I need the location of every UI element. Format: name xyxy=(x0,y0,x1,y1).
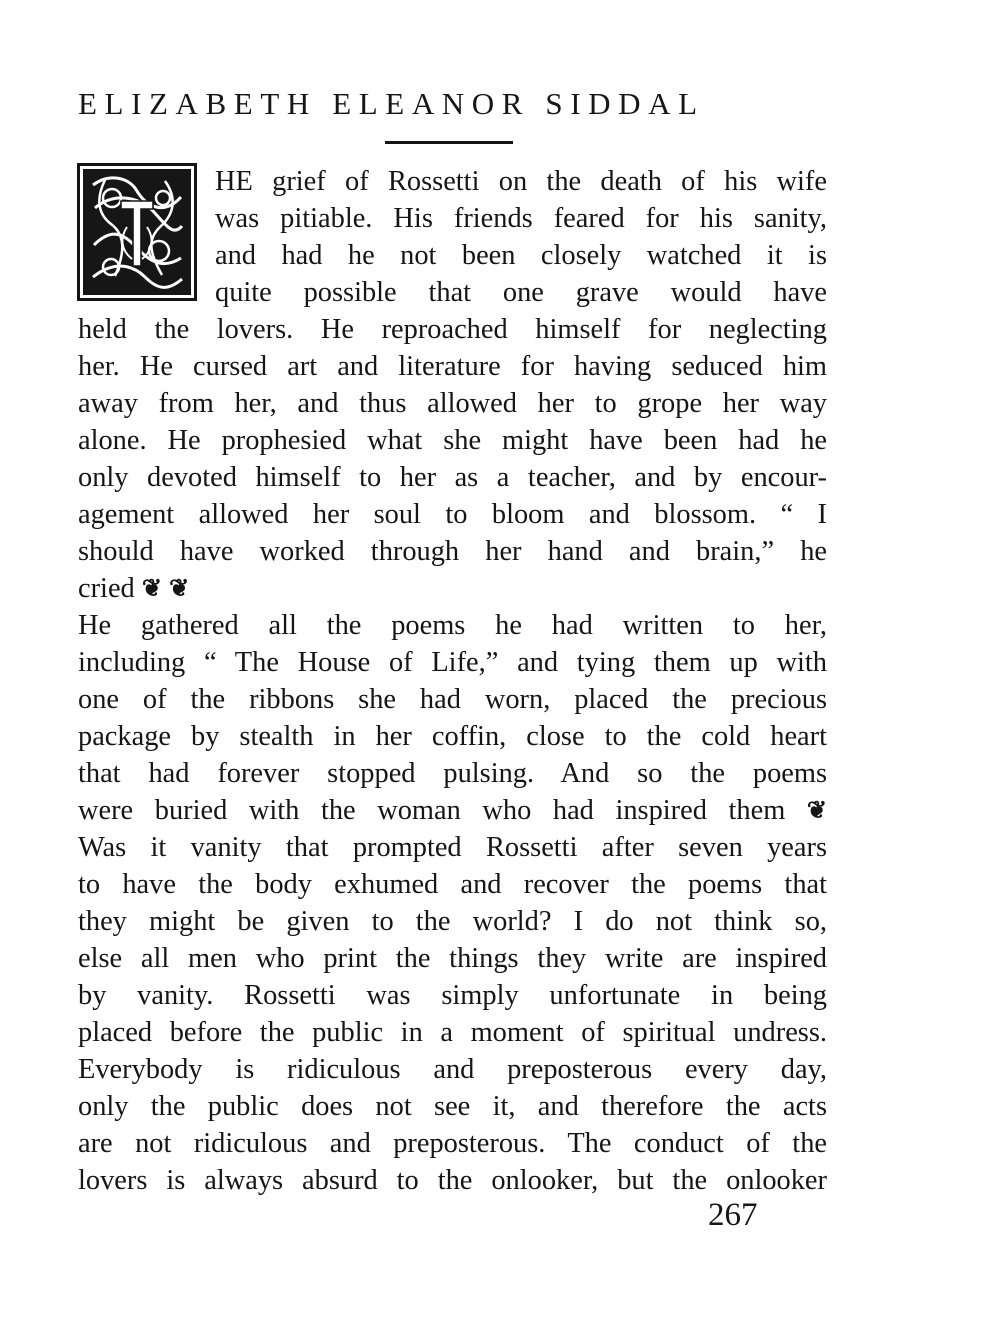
text-line-25: Everybody is ridiculous and preposterous every day, xyxy=(78,1054,827,1085)
text-line-27: are not ridiculous and preposterous. The conduct of the xyxy=(78,1128,827,1159)
text-line-6: her. He cursed art and literature for having seduced him xyxy=(78,351,827,382)
text-line-21: they might be given to the world? I do not think so, xyxy=(78,906,827,937)
text-line-2: was pitiable. His friends feared for his sanity, xyxy=(215,203,827,234)
text-line-16: package by stealth in her coffin, close to the cold heart xyxy=(78,721,827,752)
paragraph-end-text: were buried with the woman who had inspired them xyxy=(78,795,786,826)
text-line-12 xyxy=(78,570,189,608)
decorative-initial xyxy=(77,163,197,301)
page-number: 267 xyxy=(708,1197,758,1233)
fleuron-icon: ❦ xyxy=(141,576,162,602)
text-line-23: by vanity. Rossetti was simply unfortunate in being xyxy=(78,980,827,1011)
text-line-28: lovers is always absurd to the onlooker, but the onlooker xyxy=(78,1165,827,1196)
text-line-15: one of the ribbons she had worn, placed the precious xyxy=(78,684,827,715)
text-line-7: away from her, and thus allowed her to grope her way xyxy=(78,388,827,419)
decorative-initial-svg xyxy=(77,163,197,301)
text-line-11: should have worked through her hand and brain,” he xyxy=(78,536,827,567)
paragraph-end-text: cried xyxy=(78,573,135,604)
text-line-14: including “ The House of Life,” and tying them up with xyxy=(78,647,827,678)
text-line-9: only devoted himself to her as a teacher, and by encour- xyxy=(78,462,827,493)
text-line-19: Was it vanity that prompted Rossetti after seven years xyxy=(78,832,827,863)
text-line-20: to have the body exhumed and recover the poems that xyxy=(78,869,827,900)
text-line-8: alone. He prophesied what she might have been had he xyxy=(78,425,827,456)
fleuron-icon: ❦ xyxy=(169,576,190,602)
text-line-4: quite possible that one grave would have xyxy=(215,277,827,308)
text-line-13: He gathered all the poems he had written to her, xyxy=(78,610,827,641)
text-line-17: that had forever stopped pulsing. And so the poems xyxy=(78,758,827,789)
text-line-22: else all men who print the things they write are inspired xyxy=(78,943,827,974)
text-line-26: only the public does not see it, and therefore the acts xyxy=(78,1091,827,1122)
text-line-18 xyxy=(78,792,827,830)
fleuron-icon: ❦ xyxy=(806,798,827,824)
text-line-1: HE grief of Rossetti on the death of his wife xyxy=(215,166,827,197)
text-line-3: and had he not been closely watched it is xyxy=(215,240,827,271)
text-line-5: held the lovers. He reproached himself for neglecting xyxy=(78,314,827,345)
head-rule xyxy=(385,141,513,144)
running-head: ELIZABETH ELEANOR SIDDAL xyxy=(78,86,705,121)
text-line-24: placed before the public in a moment of spiritual undress. xyxy=(78,1017,827,1048)
text-line-10: agement allowed her soul to bloom and blossom. “ I xyxy=(78,499,827,530)
